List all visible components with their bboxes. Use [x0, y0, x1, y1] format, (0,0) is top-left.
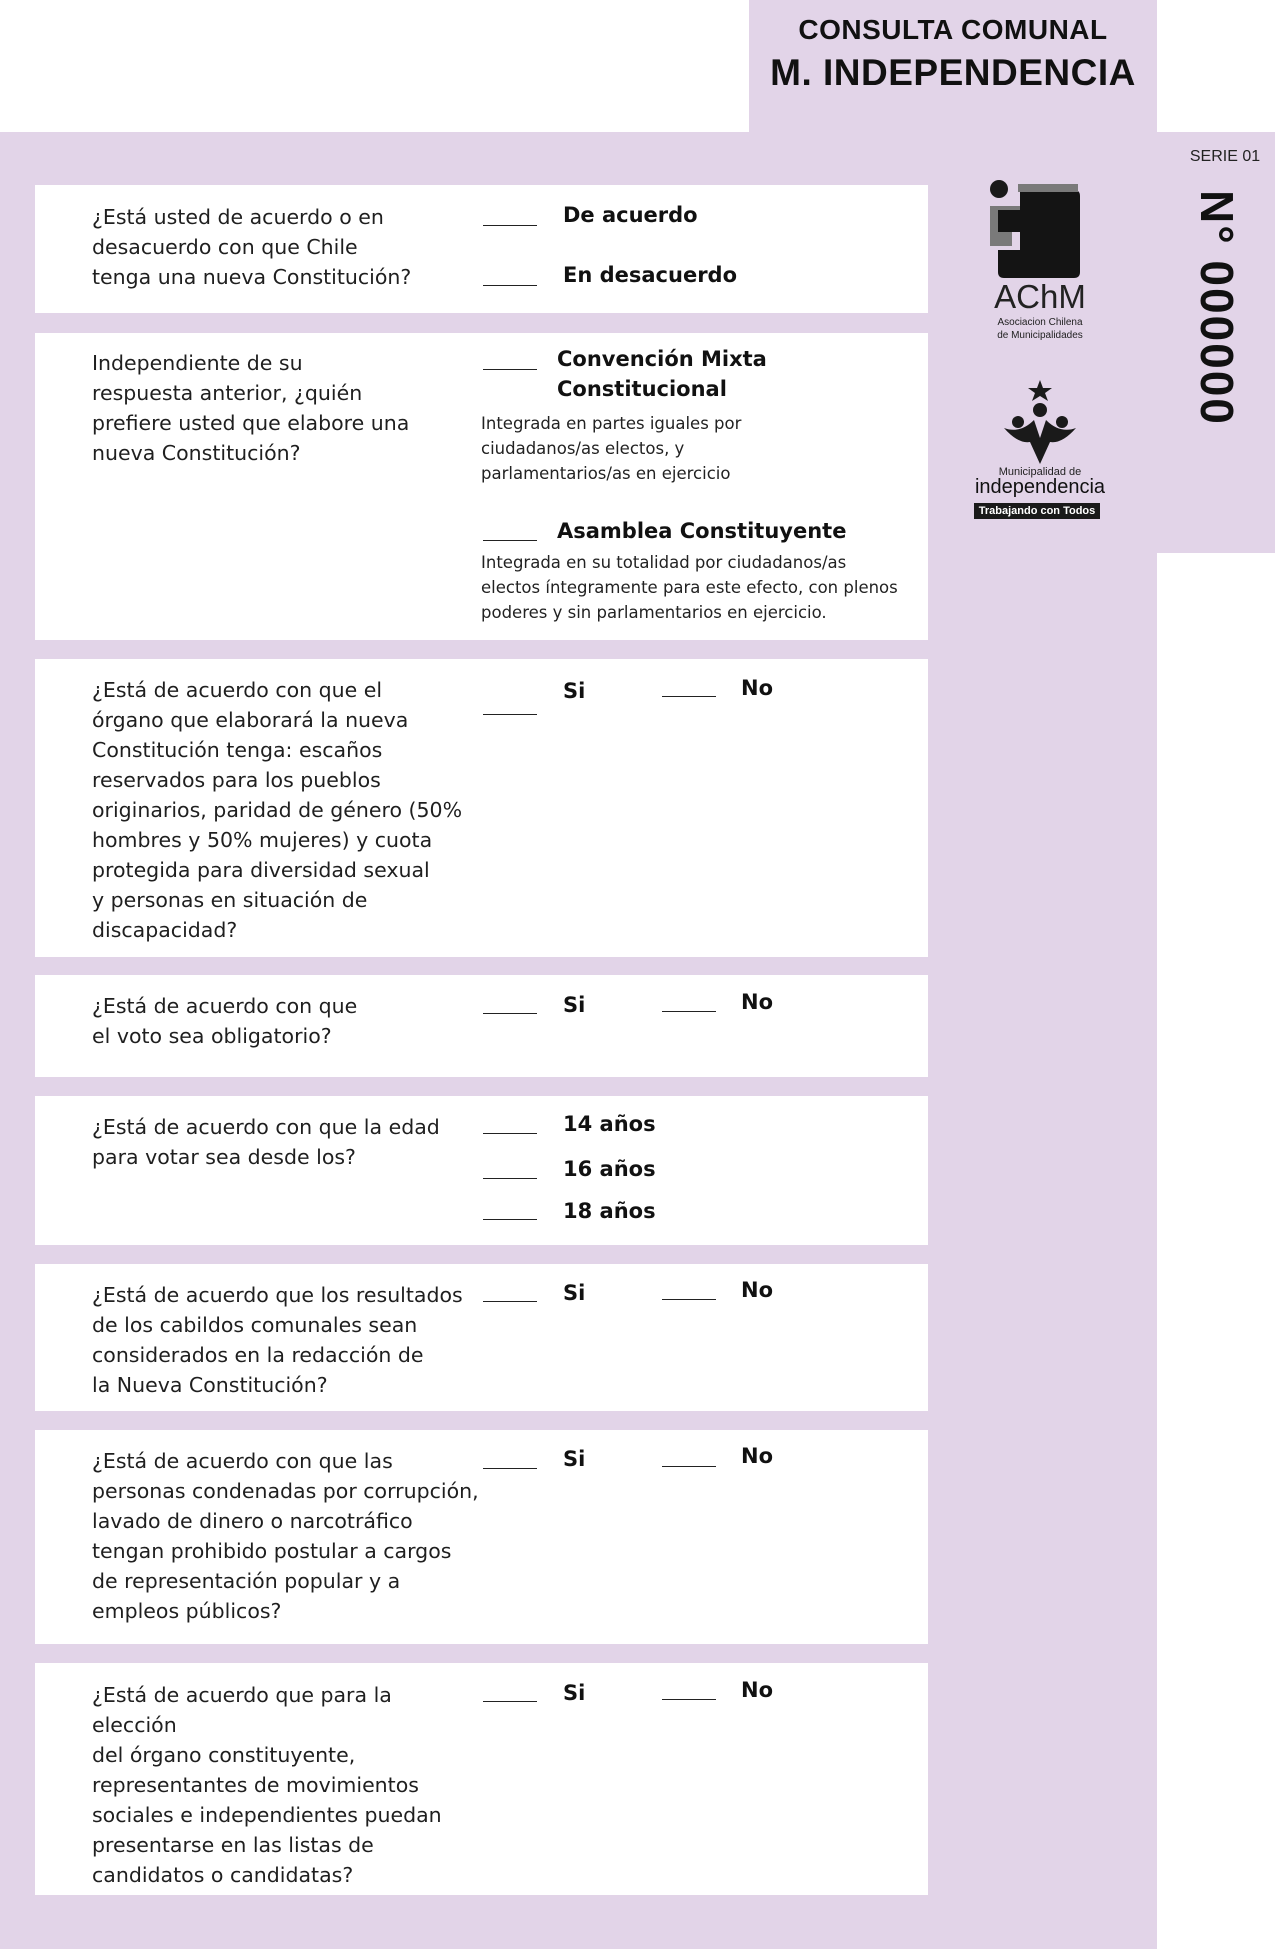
answer-mark-line[interactable] — [483, 369, 537, 370]
question-line: de los cabildos comunales sean — [92, 1313, 418, 1337]
question-card-5 — [35, 1096, 928, 1245]
municipality-name: independencia — [974, 476, 1106, 498]
question-line: presentarse en las listas de — [92, 1833, 374, 1857]
question-5-text — [92, 1112, 482, 1172]
question-line: ¿Está de acuerdo que para la elección — [92, 1683, 392, 1737]
question-6-text — [92, 1280, 482, 1400]
option-no: No — [741, 676, 774, 700]
question-line: sociales e independientes puedan — [92, 1803, 442, 1827]
question-line: tenga una nueva Constitución? — [92, 265, 412, 289]
option-si: Si — [563, 993, 586, 1017]
option-convencion-mixta-line1: Convención Mixta — [557, 347, 767, 371]
answer-mark-line[interactable] — [483, 1219, 537, 1220]
achm-subtitle-1: Asociacion Chilena — [997, 317, 1083, 328]
description-line: Integrada en partes iguales por — [481, 414, 742, 433]
description-line: poderes y sin parlamentarios en ejercicio. — [481, 603, 827, 622]
answer-mark-line-si[interactable] — [483, 1468, 537, 1469]
question-line: personas condenadas por corrupción, — [92, 1479, 479, 1503]
question-line: lavado de dinero o narcotráfico — [92, 1509, 413, 1533]
description-line: parlamentarios/as en ejercicio — [481, 464, 731, 483]
option-si: Si — [563, 1447, 586, 1471]
question-7-text — [92, 1446, 482, 1626]
question-line: hombres y 50% mujeres) y cuota — [92, 828, 433, 852]
question-card-7 — [35, 1430, 928, 1644]
question-line: órgano que elaborará la nueva — [92, 708, 409, 732]
question-card-6 — [35, 1264, 928, 1411]
option-14-anos: 14 años — [563, 1112, 656, 1136]
answer-mark-line[interactable] — [483, 285, 537, 286]
option-convencion-mixta-description — [481, 411, 921, 486]
description-line: Integrada en su totalidad por ciudadanos/as — [481, 553, 847, 572]
question-line: para votar sea desde los? — [92, 1145, 356, 1169]
question-card-3 — [35, 659, 928, 957]
question-2-text — [92, 348, 482, 468]
question-line: tengan prohibido postular a cargos — [92, 1539, 452, 1563]
option-no: No — [741, 990, 774, 1014]
option-16-anos: 16 años — [563, 1157, 656, 1181]
municipality-logo-icon — [990, 378, 1090, 466]
option-convencion-mixta-line2: Constitucional — [557, 377, 727, 401]
question-line: respuesta anterior, ¿quién — [92, 381, 363, 405]
question-1-text — [92, 202, 482, 292]
answer-mark-line[interactable] — [483, 1178, 537, 1179]
question-line: empleos públicos? — [92, 1599, 282, 1623]
option-asamblea-description — [481, 550, 921, 625]
question-line: la Nueva Constitución? — [92, 1373, 328, 1397]
option-si: Si — [563, 679, 586, 703]
option-en-desacuerdo: En desacuerdo — [563, 263, 738, 287]
serial-number: N° 000000 — [1191, 190, 1243, 426]
answer-mark-line-si[interactable] — [483, 1013, 537, 1014]
description-line: electos íntegramente para este efecto, con plenos — [481, 578, 898, 597]
question-line: Independiente de su — [92, 351, 303, 375]
option-si: Si — [563, 1281, 586, 1305]
answer-mark-line-no[interactable] — [662, 1699, 716, 1700]
question-line: ¿Está usted de acuerdo o en — [92, 205, 384, 229]
question-line: reservados para los pueblos — [92, 768, 381, 792]
answer-mark-line-si[interactable] — [483, 1701, 537, 1702]
question-line: representantes de movimientos — [92, 1773, 419, 1797]
answer-mark-line[interactable] — [483, 540, 537, 541]
option-de-acuerdo: De acuerdo — [563, 203, 698, 227]
answer-mark-line-no[interactable] — [662, 1466, 716, 1467]
serie-label: SERIE 01 — [1189, 148, 1261, 165]
municipality-tagline: Trabajando con Todos — [974, 503, 1100, 519]
question-card-8 — [35, 1663, 928, 1895]
question-line: ¿Está de acuerdo con que — [92, 994, 358, 1018]
question-line: desacuerdo con que Chile — [92, 235, 358, 259]
question-line: ¿Está de acuerdo con que la edad — [92, 1115, 440, 1139]
option-si: Si — [563, 1681, 586, 1705]
answer-mark-line-si[interactable] — [483, 714, 537, 715]
answer-mark-line[interactable] — [483, 225, 537, 226]
question-line: candidatos o candidatas? — [92, 1863, 354, 1887]
answer-mark-line-si[interactable] — [483, 1301, 537, 1302]
question-8-text — [92, 1680, 482, 1890]
answer-mark-line-no[interactable] — [662, 1011, 716, 1012]
question-line: de representación popular y a — [92, 1569, 401, 1593]
header-title: M. INDEPENDENCIA — [770, 52, 1136, 93]
option-no: No — [741, 1678, 774, 1702]
question-line: protegida para diversidad sexual — [92, 858, 430, 882]
option-18-anos: 18 años — [563, 1199, 656, 1223]
question-3-text — [92, 675, 482, 945]
question-card-1 — [35, 185, 928, 313]
option-asamblea-constituyente: Asamblea Constituyente — [557, 519, 847, 543]
question-line: Constitución tenga: escaños — [92, 738, 383, 762]
question-line: originarios, paridad de género (50% — [92, 798, 463, 822]
question-line: prefiere usted que elabore una — [92, 411, 410, 435]
achm-wordmark: AChM — [994, 278, 1086, 315]
description-line: ciudadanos/as electos, y — [481, 439, 685, 458]
question-line: ¿Está de acuerdo que los resultados — [92, 1283, 463, 1307]
question-card-2 — [35, 333, 928, 640]
header-subtitle: CONSULTA COMUNAL — [798, 14, 1108, 45]
answer-mark-line[interactable] — [483, 1133, 537, 1134]
question-4-text — [92, 991, 482, 1051]
question-line: discapacidad? — [92, 918, 238, 942]
question-card-4 — [35, 975, 928, 1077]
question-line: y personas en situación de — [92, 888, 368, 912]
question-line: ¿Está de acuerdo con que el — [92, 678, 383, 702]
question-line: el voto sea obligatorio? — [92, 1024, 332, 1048]
answer-mark-line-no[interactable] — [662, 696, 716, 697]
question-line: ¿Está de acuerdo con que las — [92, 1449, 393, 1473]
question-line: del órgano constituyente, — [92, 1743, 356, 1767]
option-no: No — [741, 1444, 774, 1468]
option-no: No — [741, 1278, 774, 1302]
answer-mark-line-no[interactable] — [662, 1299, 716, 1300]
question-line: considerados en la redacción de — [92, 1343, 424, 1367]
municipality-label: Municipalidad de — [998, 466, 1082, 478]
achm-subtitle-2: de Municipalidades — [997, 330, 1083, 341]
question-line: nueva Constitución? — [92, 441, 301, 465]
